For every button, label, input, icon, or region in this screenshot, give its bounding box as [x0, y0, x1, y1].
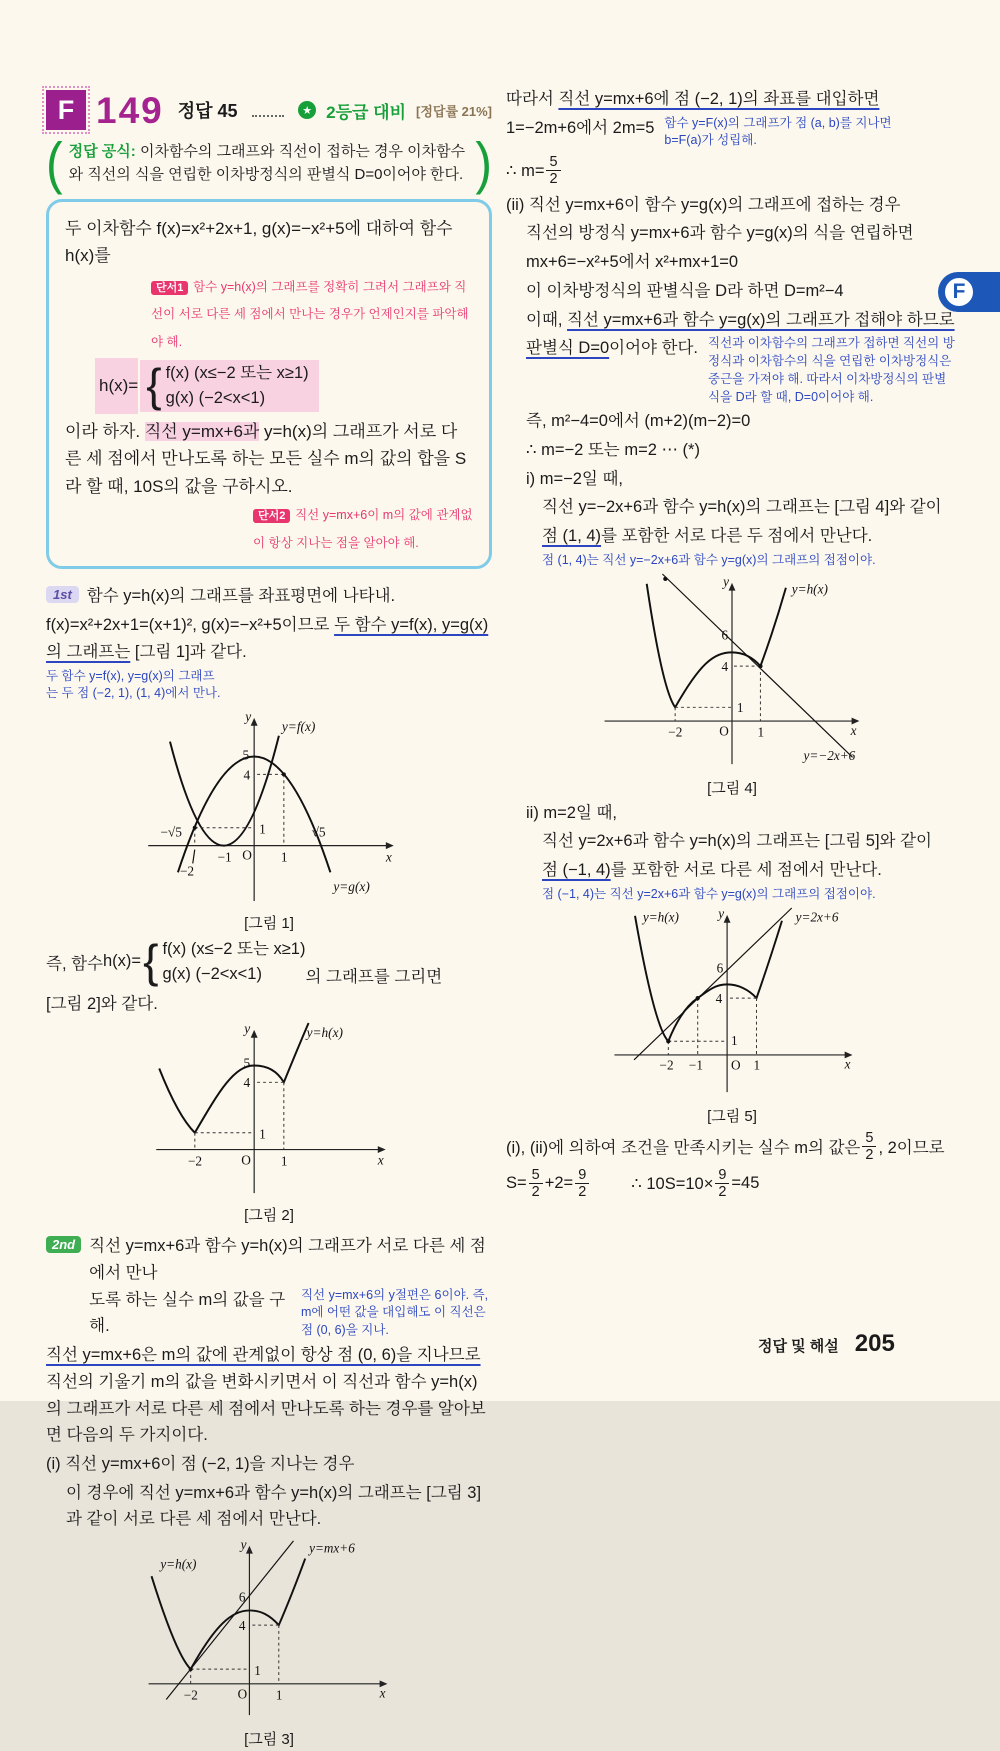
r-line-10: ∴ m=−2 또는 m=2 ⋯ (*): [526, 441, 700, 459]
fig1-g-curve-label: y=g(x): [333, 879, 370, 895]
step-2-badge: 2nd: [46, 1236, 81, 1253]
figure-3: [46, 1537, 492, 1749]
fig5-tick-1x: 1: [753, 1057, 761, 1073]
fig5-tick-1y: 1: [731, 1032, 738, 1048]
fig3-h-curve-label: y=h(x): [160, 1556, 197, 1572]
fig1-tick-m1: −1: [217, 849, 232, 865]
figure-1-caption: [그림 1]: [244, 915, 294, 932]
problem-number: 149: [96, 89, 164, 131]
case-ii-title: (ii) 직선 y=mx+6이 함수 y=g(x)의 그래프에 접하는 경우: [506, 195, 901, 214]
figure-4-caption: [그림 4]: [707, 779, 757, 797]
hdef-bottom: g(x) (−2<x<1): [162, 964, 262, 983]
r8-note: 직선과 이차함수의 그래프가 접하면 직선의 방정식과 이차함수의 식을 연립한 이차방정식은 중근을 가져야 해. 따라서 이차방정식의 판별식을 D라 할 때, D=0이어야 해.: [708, 336, 955, 404]
step-1-underlined: 두 함수 y=f(x), y=g(x)의 그래프는: [46, 616, 489, 661]
hdef-brace: {: [143, 935, 159, 988]
figure-4-graph: [587, 574, 877, 772]
fig3-y-label: y: [240, 1536, 247, 1552]
fig2-h-curve-label: y=h(x): [306, 1025, 343, 1041]
figure-2-graph: [139, 1021, 399, 1199]
concl-therefore: ∴ 10S=10×: [631, 1174, 714, 1193]
step-1-text: f(x)=x²+2x+1=(x+1)², g(x)=−x²+5이므로: [46, 616, 335, 635]
r8-underlined: 판별식 D=0: [526, 339, 610, 358]
step-1-badge: 1st: [46, 586, 79, 603]
figure-3-graph: [134, 1537, 404, 1723]
figure-1-graph: [129, 707, 409, 907]
problem-header: [46, 90, 492, 130]
hdef-pre: 즉, 함수: [46, 954, 103, 973]
step-2-note: 직선 y=mx+6의 y절편은 6이야. 즉, m에 어떤 값을 대입해도 이 직선은 점 (0, 6)을 지나.: [300, 1287, 489, 1338]
sub-i-note: 점 (1, 4)는 직선 y=−2x+6과 함수 y=g(x)의 그래프의 접점이야.: [542, 552, 876, 567]
formula-paren-close: ): [475, 130, 492, 195]
r-line-3: [506, 154, 958, 187]
formula-paren-open: (: [46, 130, 63, 195]
concl-text-a: (i), (ii)에 의하여 조건을 만족시키는 실수 m의 값은: [506, 1139, 861, 1158]
column-left: [46, 90, 492, 1751]
fig2-origin: O: [241, 1152, 251, 1168]
fig1-tick-1y: 1: [259, 821, 266, 837]
fig3-tick-m2: −2: [183, 1687, 198, 1703]
fig4-line-label: y=−2x+6: [803, 747, 856, 763]
fig2-y-label: y: [244, 1021, 251, 1037]
figure-1: [46, 707, 492, 933]
sub-ii-line2: 직선 y=2x+6과 함수 y=h(x)의 그래프는 [그림 5]와 같이: [542, 832, 932, 851]
step-2-text: 직선의 기울기 m의 값을 변화시키면서 이 직선과 함수 y=h(x)의 그래프가 서로 다른 세 점에서 만나도록 하는 경우를 알아보면 다음의 두 가지이다.: [46, 1372, 486, 1445]
step-2-underlined: 직선 y=mx+6은 m의 값에 관계없이 항상 점 (0, 6)을 지나므로: [46, 1346, 481, 1365]
sub-i-underlined: 점 (1, 4): [542, 527, 602, 546]
grade-label: 2등급 대비: [326, 102, 407, 122]
chapter-letter-icon: F: [942, 275, 976, 309]
clue-2: [253, 500, 473, 555]
r-line-4: 직선의 방정식 y=mx+6과 함수 y=g(x)의 식을 연립하면: [526, 224, 914, 243]
sub-ii-line3: [542, 857, 958, 884]
r3-prefix: ∴ m=: [506, 161, 545, 180]
r8-rest: 이어야 한다.: [609, 339, 699, 358]
fig1-tick-5: 5: [242, 747, 250, 763]
clue-2-text: 직선 y=mx+6이 m의 값에 관계없이 항상 지나는 점을 알아야 해.: [253, 508, 473, 550]
figure-5-caption: [그림 5]: [707, 1107, 757, 1125]
step-2: [46, 1233, 492, 1340]
formula-title: 정답 공식:: [68, 143, 136, 160]
fig4-tick-1y: 1: [736, 699, 744, 715]
fig1-x-label: x: [385, 849, 392, 865]
figure-5: [506, 905, 958, 1126]
figure-4: [506, 574, 958, 798]
fig4-h-curve-label: y=h(x): [791, 581, 828, 597]
fig3-line-label: y=mx+6: [309, 1540, 355, 1556]
sub-i-line2: 직선 y=−2x+6과 함수 y=h(x)의 그래프는 [그림 4]와 같이: [542, 498, 942, 517]
fig5-tick-m1: −1: [688, 1057, 703, 1073]
dotted-leader: [252, 103, 285, 117]
fig4-tick-1x: 1: [757, 724, 765, 740]
problem-after-b: y=h(x)의 그래프가 서로 다른 세 점에서 만나도록 하는 모든 실수 m의 값의 합을 S라 할 때, 10S의 값을 구하시오.: [65, 421, 467, 496]
r1-prefix: 따라서: [506, 90, 559, 108]
case-i-line2: 이 경우에 직선 y=mx+6과 함수 y=h(x)의 그래프는 [그림 3]과 같이 서로 다른 세 점에서 만난다.: [66, 1483, 482, 1529]
hdef-line2: [그림 2]와 같다.: [46, 994, 158, 1013]
fig5-origin: O: [731, 1057, 741, 1073]
conclusion-line-2: [506, 1167, 958, 1200]
fig2-tick-m2: −2: [187, 1153, 203, 1169]
cases-brace: {: [146, 359, 162, 412]
star-icon: ★: [298, 101, 316, 119]
sub-i-rest: 를 포함한 서로 다른 두 점에서 만난다.: [601, 527, 873, 546]
fig1-tick-1x: 1: [280, 849, 288, 865]
clue-1: [151, 272, 473, 355]
fig3-tick-1y: 1: [254, 1663, 261, 1679]
fig5-h-curve-label: y=h(x): [642, 909, 679, 925]
fraction-m: $\frac{5}{2}$: [546, 154, 560, 187]
problem-intro: 두 이차함수 f(x)=x²+2x+1, g(x)=−x²+5에 대하여 함수 h(x)를: [65, 218, 453, 266]
step-2-title-1: 직선 y=mx+6과 함수 y=h(x)의 그래프가 서로 다른 세 점에서 만나: [89, 1237, 486, 1282]
r-line-7: [526, 307, 958, 334]
fig3-tick-4: 4: [238, 1618, 246, 1634]
r7-prefix: 이때,: [526, 310, 568, 329]
r1-underlined: 직선 y=mx+6에 점 (−2, 1)의 좌표를 대입하면: [558, 90, 880, 108]
fig4-tick-6: 6: [721, 627, 729, 643]
fig4-origin: O: [719, 723, 729, 739]
step-1: [46, 583, 492, 610]
fig3-x-label: x: [379, 1685, 386, 1701]
h-lhs: h(x)=: [95, 358, 138, 414]
fig1-tick-sqrt5: √5: [311, 824, 326, 840]
column-right: [506, 84, 958, 1204]
sub-ii-note: 점 (−1, 4)는 직선 y=2x+6과 함수 y=g(x)의 그래프의 접점이야.: [542, 886, 876, 901]
answer-label: 정답 45: [177, 101, 238, 121]
step-1-text-rest: [그림 1]과 같다.: [130, 642, 247, 661]
chapter-side-tab: [938, 272, 1000, 312]
page-number: 205: [854, 1330, 895, 1357]
fraction-9-2b: $\frac{9}{2}$: [715, 1167, 729, 1200]
figure-2: [46, 1021, 492, 1225]
h-case-bottom: g(x) (−2<x<1): [165, 388, 266, 407]
fig1-tick-4: 4: [243, 767, 251, 783]
r-line-2: 1=−2m+6에서 2m=5: [506, 118, 655, 137]
problem-box: [46, 199, 492, 570]
concl-plus: +2=: [544, 1174, 574, 1193]
r-line-6: 이 이차방정식의 판별식을 D라 하면 D=m²−4: [526, 281, 844, 300]
fig1-origin: O: [242, 847, 252, 863]
r7-underlined: 직선 y=mx+6과 함수 y=g(x)의 그래프가 접해야 하므로: [567, 310, 955, 329]
rate-label: [정답률 21%]: [416, 103, 492, 119]
fig5-tick-4: 4: [715, 990, 723, 1006]
fig2-tick-5: 5: [243, 1055, 251, 1071]
r-line-8: [526, 335, 698, 362]
step-1-title: 함수 y=h(x)의 그래프를 좌표평면에 나타내.: [86, 587, 396, 606]
figure-2-caption: [그림 2]: [244, 1207, 294, 1225]
fig5-line-label: y=2x+6: [795, 909, 839, 925]
h-def-paragraph: [46, 937, 492, 987]
fig2-tick-1x: 1: [280, 1153, 288, 1169]
clue-2-badge: 단서2: [253, 509, 290, 523]
fig2-tick-4: 4: [243, 1075, 251, 1091]
sub-ii-title: ii) m=2일 때,: [526, 803, 618, 822]
clue-1-text: 함수 y=h(x)의 그래프를 정확히 그려서 그래프와 직선이 서로 다른 세 점에서 만나는 경우가 언제인지를 파악해야 해.: [151, 279, 469, 349]
clue-1-badge: 단서1: [151, 281, 188, 295]
formula-box: [46, 130, 492, 195]
sub-i-line3: [542, 523, 958, 550]
fig5-tick-6: 6: [716, 960, 724, 976]
step-1-paragraph: [46, 612, 492, 665]
step-2-paragraph: [46, 1342, 492, 1449]
fig1-tick-m2: −2: [179, 863, 195, 879]
fig1-tick-msqrt5: −√5: [160, 824, 182, 840]
hdef-lhs: h(x)=: [103, 952, 142, 971]
formula-body: 이차함수의 그래프와 직선이 접하는 경우 이차함수와 직선의 식을 연립한 이차방정식의 판별식 D=0이어야 한다.: [68, 143, 466, 184]
r-line-1: [506, 86, 958, 113]
case-i-line1: (i) 직선 y=mx+6이 점 (−2, 1)을 지나는 경우: [46, 1454, 355, 1473]
r2-note: 함수 y=F(x)의 그래프가 점 (a, b)를 지나면 b=F(a)가 성립해.: [664, 115, 892, 148]
fraction-9-2a: $\frac{9}{2}$: [575, 1167, 589, 1200]
step-2-title-2: 도록 하는 실수 m의 값을 구해.: [89, 1290, 286, 1336]
fig2-tick-1y: 1: [259, 1126, 266, 1142]
sub-ii-rest: 를 포함한 서로 다른 세 점에서 만난다.: [610, 861, 882, 880]
r-line-5: mx+6=−x²+5에서 x²+mx+1=0: [526, 253, 739, 272]
fig1-y-label: y: [245, 708, 252, 724]
step-1-note: 두 함수 y=f(x), y=g(x)의 그래프는 두 점 (−2, 1), (1, 4)에서 만나.: [46, 668, 221, 701]
fig5-tick-m2: −2: [659, 1057, 674, 1073]
sub-ii-underlined: 점 (−1, 4): [542, 861, 611, 880]
concl-text-b: , 2이므로: [878, 1139, 945, 1158]
fig3-tick-6: 6: [238, 1589, 246, 1605]
hdef-post: 의 그래프를 그리면: [305, 967, 443, 986]
fig4-tick-m2: −2: [668, 724, 683, 740]
fig4-tick-4: 4: [721, 658, 729, 674]
hdef-top: f(x) (x≤−2 또는 x≥1): [162, 940, 306, 958]
concl-s-eq: S=: [506, 1174, 527, 1193]
problem-line-highlight: 직선 y=mx+6과: [144, 421, 260, 441]
sub-i-title: i) m=−2일 때,: [526, 469, 623, 488]
concl-result: =45: [731, 1174, 760, 1193]
h-definition: [95, 358, 473, 414]
r-line-9: 즉, m²−4=0에서 (m+2)(m−2)=0: [526, 412, 751, 431]
fig4-x-label: x: [850, 722, 857, 738]
fraction-5-2a: $\frac{5}{2}$: [862, 1130, 876, 1163]
fig3-origin: O: [237, 1686, 248, 1702]
fraction-5-2b: $\frac{5}{2}$: [529, 1167, 543, 1200]
figure-5-graph: [597, 905, 867, 1100]
footer-label: 정답 및 해설: [758, 1338, 839, 1355]
conclusion-line-1: [506, 1130, 958, 1163]
fig4-y-label: y: [723, 573, 730, 589]
fig1-f-curve-label: y=f(x): [281, 718, 316, 734]
problem-letter-badge: F: [46, 90, 86, 130]
fig3-tick-1x: 1: [275, 1687, 283, 1703]
h-case-top: f(x) (x≤−2 또는 x≥1): [165, 364, 309, 383]
page-footer: [758, 1330, 895, 1358]
problem-after-a: 이라 하자.: [65, 421, 145, 441]
fig2-x-label: x: [377, 1152, 384, 1168]
fig5-y-label: y: [718, 905, 725, 921]
fig5-x-label: x: [844, 1056, 851, 1072]
figure-3-caption: [그림 3]: [244, 1731, 294, 1749]
